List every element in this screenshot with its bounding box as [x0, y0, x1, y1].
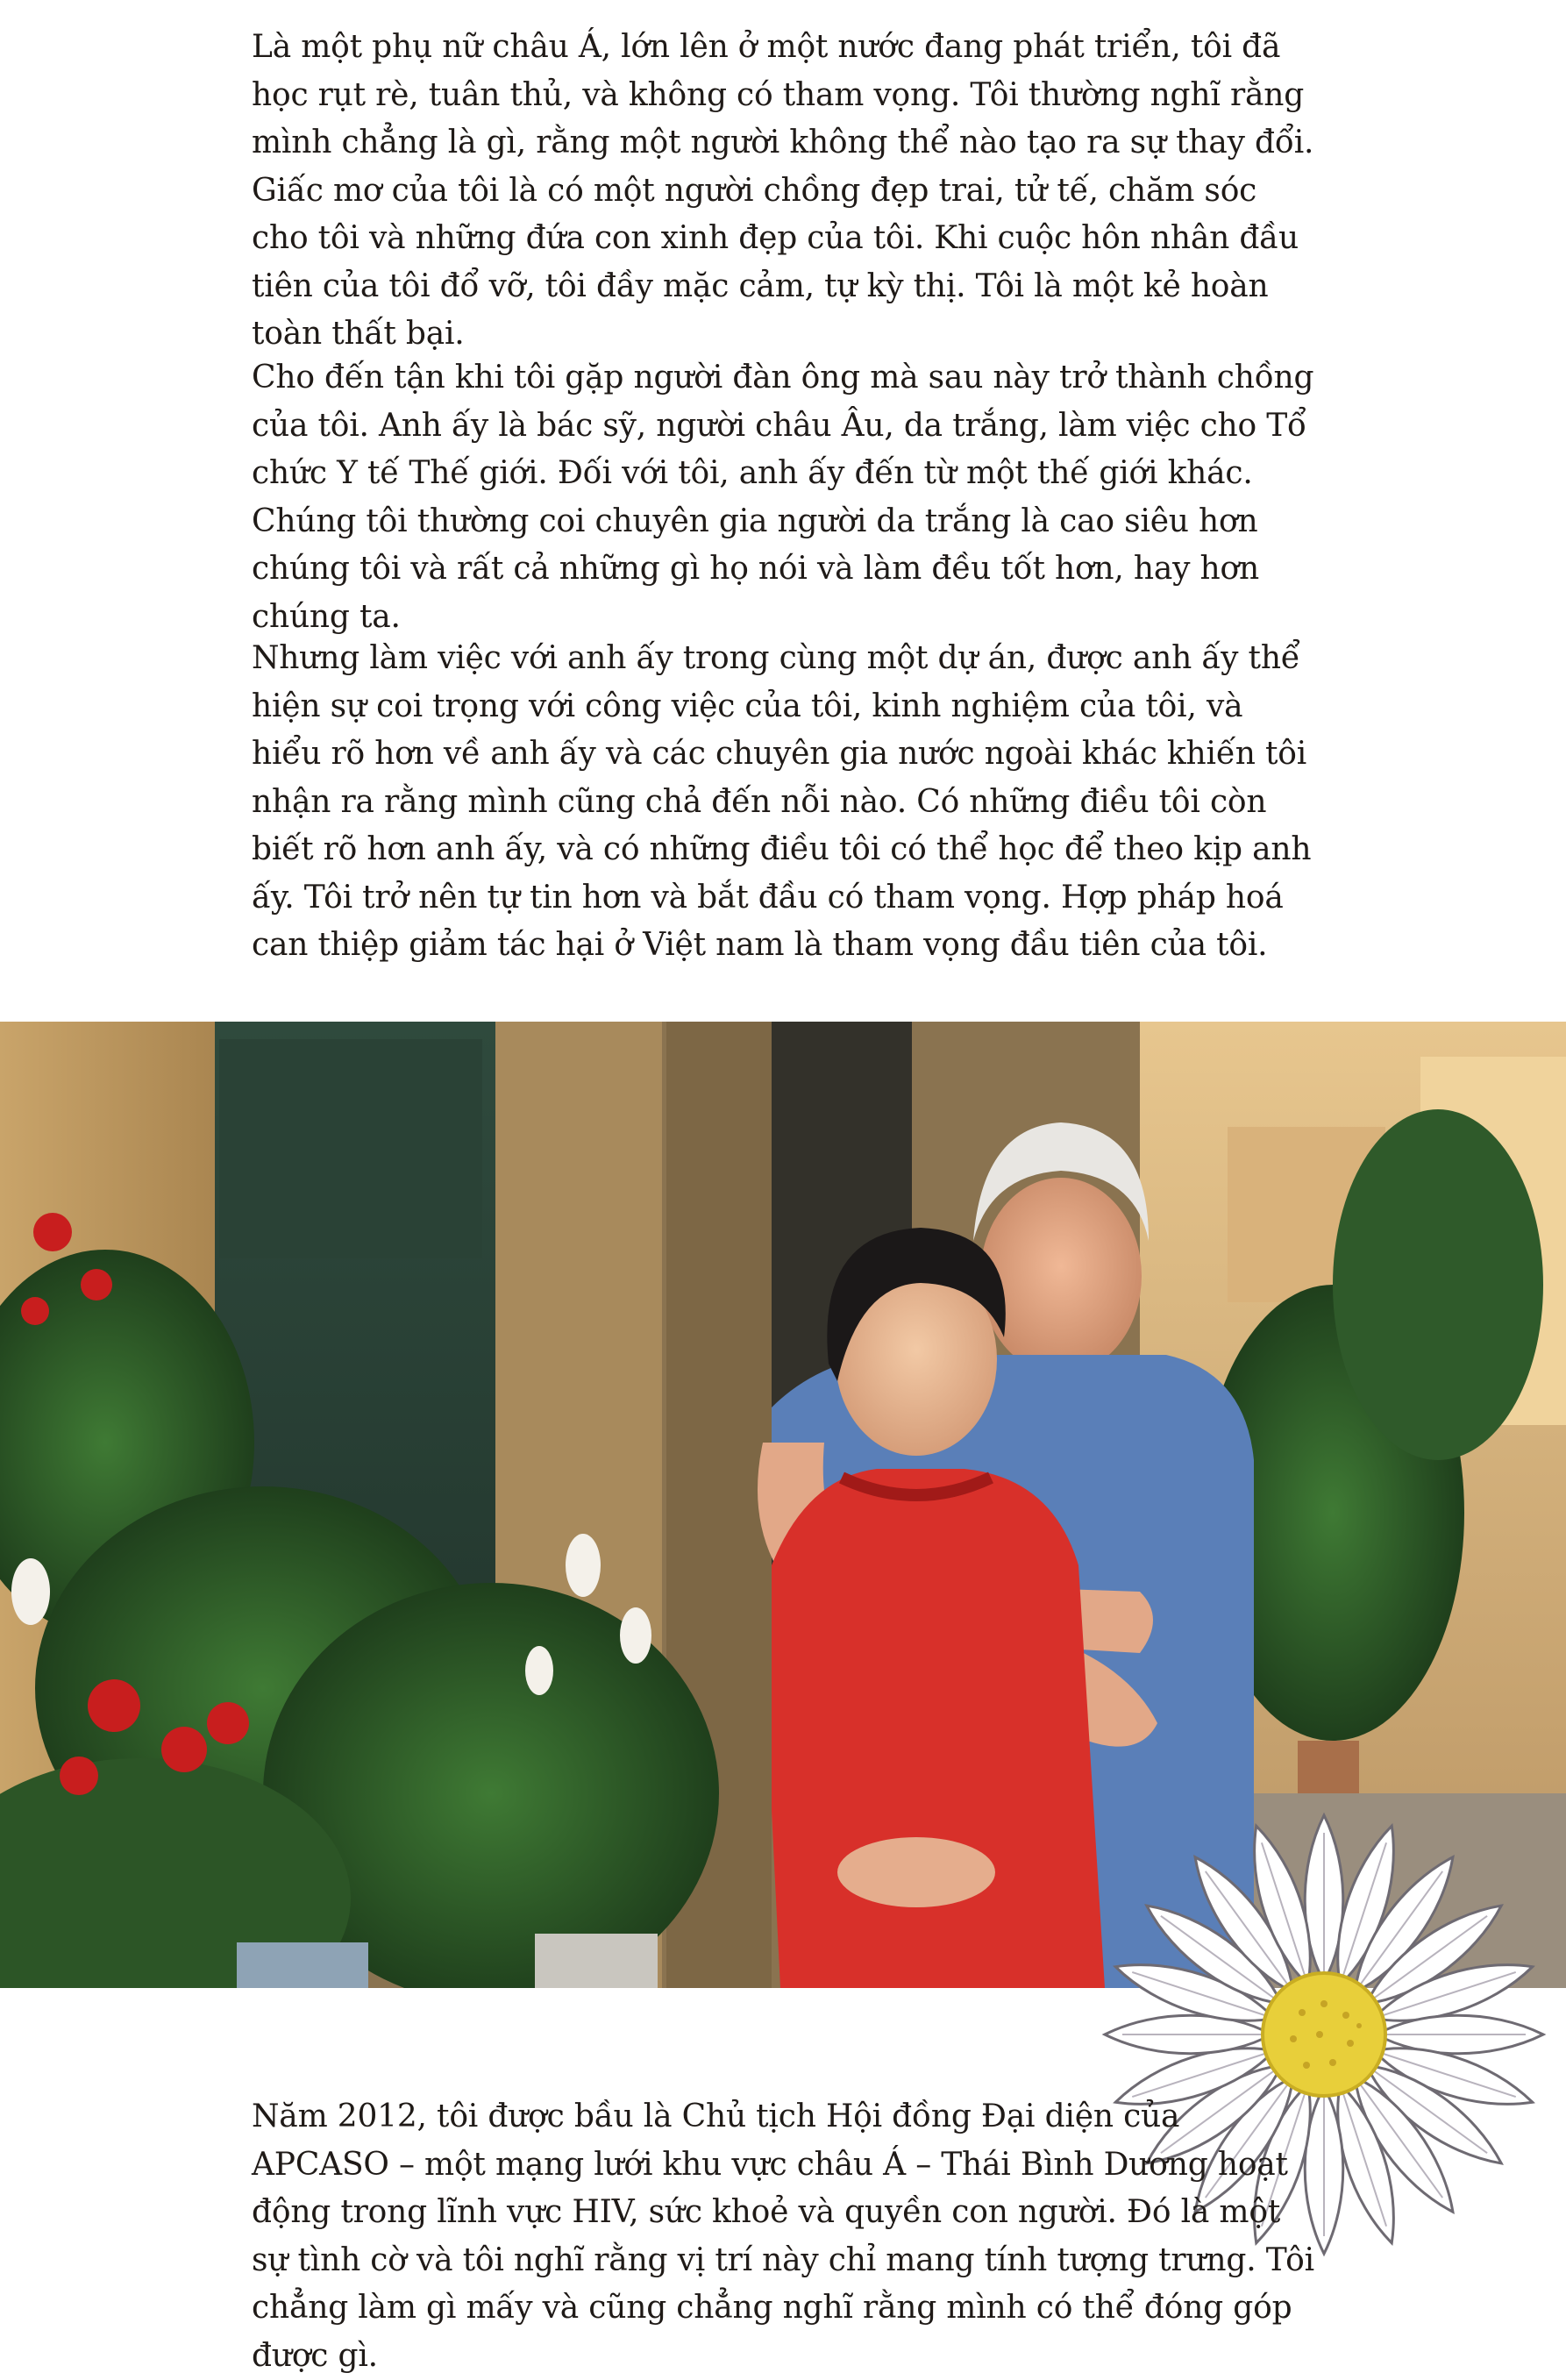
- paragraph-3: Nhưng làm việc với anh ấy trong cùng một dự án, được anh ấy thể hiện sự coi trọng với công việc của tôi, kinh nghiệm của tôi, và hiểu rõ hơn về anh ấy và các chuyên gia nước ngoài khác khiến tôi nhận ra rằng mình cũng chả đến nỗi nào. Có những điều tôi còn biết rõ hơn anh ấy, và có những điều tôi có thể học để theo kịp anh ấy. Tôi trở nên tự tin hơn và bắt đầu có tham vọng. Hợp pháp hoá can thiệp giảm tác hại ở Việt nam là tham vọng đầu tiên của tôi.: [252, 640, 1312, 963]
- paragraph-2: Cho đến tận khi tôi gặp người đàn ông mà sau này trở thành chồng của tôi. Anh ấy là bác sỹ, người châu Âu, da trắng, làm việc cho Tổ chức Y tế Thế giới. Đối với tôi, anh ấy đến từ một thế giới khác. Chúng tôi thường coi chuyên gia người da trắng là cao siêu hơn chúng tôi và rất cả những gì họ nói và làm đều tốt hơn, hay hơn chúng ta.: [252, 360, 1314, 635]
- paragraph-4: Năm 2012, tôi được bầu là Chủ tịch Hội đồng Đại diện của APCASO – một mạng lưới khu vực châu Á – Thái Bình Dương hoạt động trong lĩnh vực HIV, sức khoẻ và quyền con người. Đó là một sự tình cờ và tôi nghĩ rằng vị trí này chỉ mang tính tượng trưng. Tôi chẳng làm gì mấy và cũng chẳng nghĩ rằng mình có thể đóng góp được gì.: [252, 2099, 1314, 2374]
- paragraph-1: Là một phụ nữ châu Á, lớn lên ở một nước đang phát triển, tôi đã học rụt rè, tuân thủ, và không có tham vọng. Tôi thường nghĩ rằng mình chẳng là gì, rằng một người không thể nào tạo ra sự thay đổi. Giấc mơ của tôi là có một người chồng đẹp trai, tử tế, chăm sóc cho tôi và những đứa con xinh đẹp của tôi. Khi cuộc hôn nhân đầu tiên của tôi đổ vỡ, tôi đầy mặc cảm, tự kỳ thị. Tôi là một kẻ hoàn toàn thất bại.: [252, 29, 1314, 352]
